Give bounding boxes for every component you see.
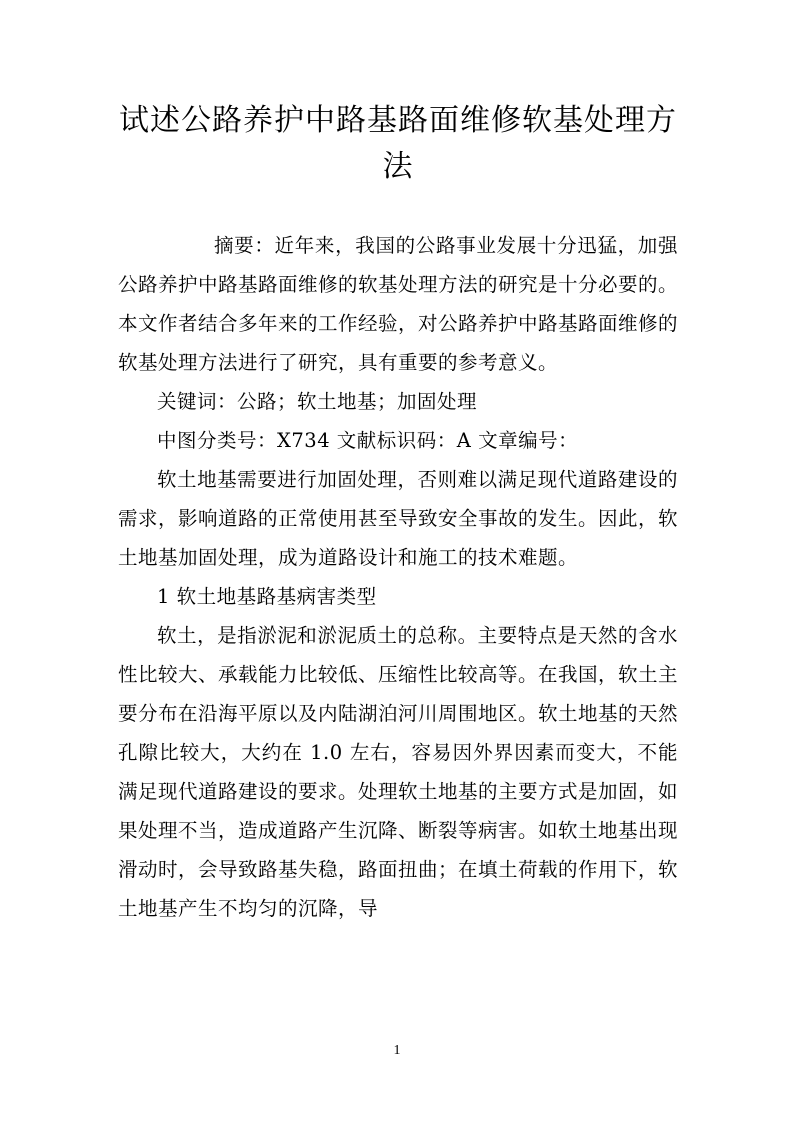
classification-paragraph: 中图分类号：X734 文献标识码：A 文章编号：: [157, 429, 579, 452]
abstract-paragraph: 摘要：近年来，我国的公路事业发展十分迅猛，加强公路养护中路基路面维修的软基处理方法的研究是十分必要的。本文作者结合多年来的工作经验，对公路养护中路基路面维修的软基处理方法进行了研究，具有重要的参考意义。: [118, 234, 679, 374]
section-heading: 1 软土地基路基病害类型: [157, 585, 377, 608]
page-number: 1: [393, 1043, 401, 1058]
intro-paragraph: 软土地基需要进行加固处理，否则难以满足现代道路建设的需求，影响道路的正常使用甚至导致安全事故的发生。因此，软土地基加固处理，成为道路设计和施工的技术难题。: [118, 468, 679, 569]
section-body-paragraph: 软土，是指淤泥和淤泥质土的总称。主要特点是天然的含水性比较大、承载能力比较低、压缩性比较高等。在我国，软土主要分布在沿海平原以及内陆湖泊河川周围地区。软土地基的天然孔隙比较大，大约在 1.0 左右，容易因外界因素而变大，不能满足现代道路建设的要求。处理软土地基的主要方式是加固，如果处理不当，造成道路产生沉降、断裂等病害。如软土地基出现滑动时，会导致路基失稳，路面扭曲；在填土荷载的作用下，软土地基产生不均匀的沉降，导: [118, 624, 679, 920]
document-body: [118, 226, 678, 928]
document-title: 试述公路养护中路基路面维修软基处理方法: [119, 103, 677, 184]
keywords-paragraph: 关键词：公路；软土地基；加固处理: [157, 390, 478, 413]
